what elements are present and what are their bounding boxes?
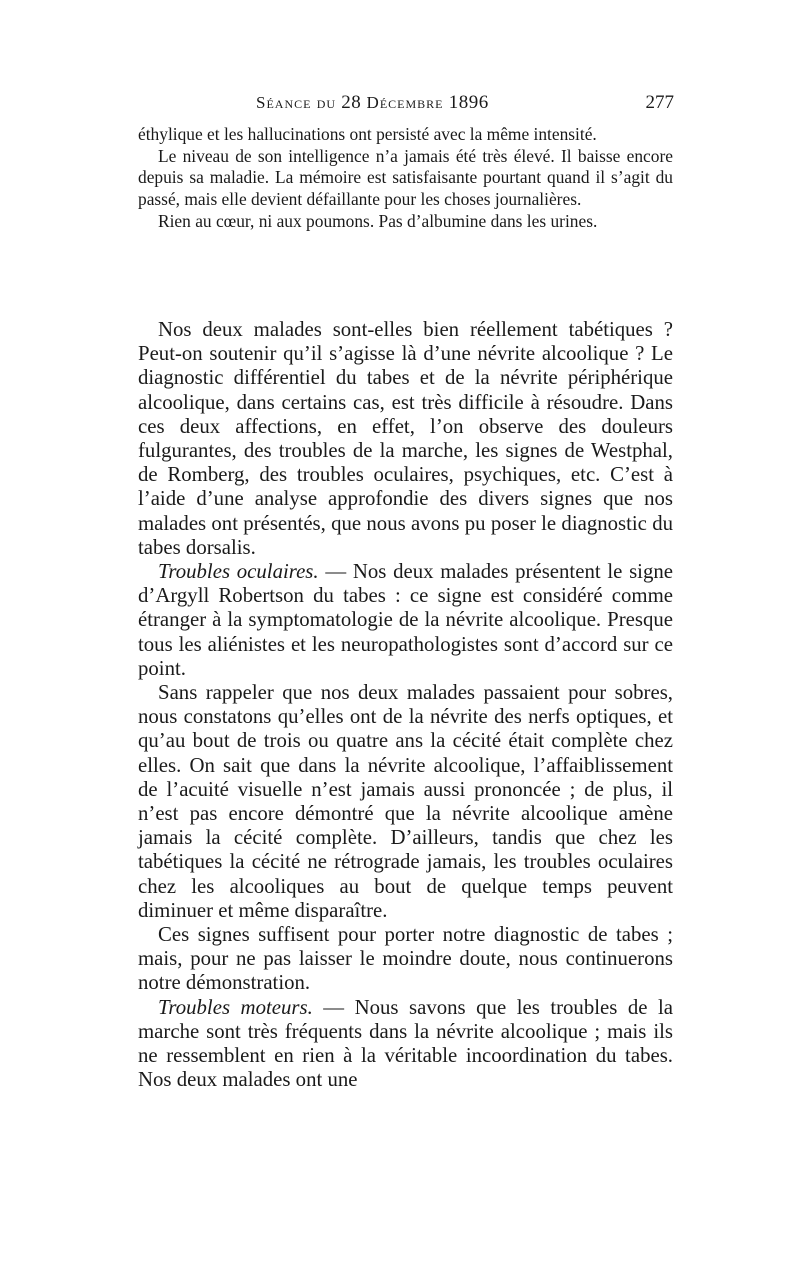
header-title-date: 28 bbox=[341, 92, 362, 113]
header-title bbox=[256, 92, 489, 114]
page-number: 277 bbox=[645, 92, 674, 113]
body-paragraph: Sans rappeler que nos deux malades passaient pour sobres, nous constatons qu’elles ont de la névrite des nerfs optiques, et qu’au bout de trois ou quatre ans la cécité était complète chez elles. On sait que dans la névrite alcoolique, l’affaiblissement de l’acuité visuelle n’est jamais aussi prononcée ; de plus, il n’est pas encore démontré que la névrite alcoolique amène jamais la cécité complète. D’ailleurs, tandis que chez les tabétiques la cécité ne rétrograde jamais, les troubles oculaires chez les alcooliques au bout de quelque temps peuvent diminuer et même disparaître. bbox=[138, 681, 673, 922]
small-paragraph: éthylique et les hallucinations ont persisté avec la même intensité. bbox=[138, 124, 597, 144]
body-paragraph-text: — Nous savons que les troubles de la marche sont très fréquents dans la névrite alcoolique ; mais ils ne ressemblent en rien à la véritable incoordination du tabes. Nos deux malades ont une bbox=[138, 995, 673, 1092]
body-paragraph bbox=[138, 560, 673, 681]
body-paragraph-text: — Nos deux malades présentent le signe d’Argyll Robertson du tabes : ce signe est considéré comme étranger à la symptomatologie de la névrite alcoolique. Presque tous les aliénistes et les neuropathologistes sont d’accord sur ce point. bbox=[138, 560, 673, 680]
body-paragraph: Ces signes suffisent pour porter notre diagnostic de tabes ; mais, pour ne pas laisser le moindre doute, nous continuerons notre démonstration. bbox=[138, 923, 673, 995]
section-title-oculaires: Troubles oculaires. bbox=[158, 560, 319, 584]
body-paragraph bbox=[138, 996, 673, 1093]
small-paragraph: Rien au cœur, ni aux poumons. Pas d’albumine dans les urines. bbox=[158, 210, 598, 231]
body-text-block bbox=[138, 318, 673, 1093]
header-title-year: 1896 bbox=[448, 92, 489, 113]
small-text-block bbox=[138, 124, 673, 233]
section-title-moteurs: Troubles moteurs. bbox=[158, 995, 313, 1019]
running-header bbox=[138, 92, 674, 118]
header-title-month: Décembre bbox=[366, 93, 444, 112]
header-title-prefix: Séance du bbox=[256, 93, 337, 112]
small-paragraph: Le niveau de son intelligence n’a jamais été très élevé. Il baisse encore depuis sa maladie. La mémoire est satisfaisante pourtant quand il s’agit du passé, mais elle devient défaillante pour les choses journalières. bbox=[138, 145, 673, 210]
body-paragraph: Nos deux malades sont-elles bien réellement tabétiques ? Peut-on soutenir qu’il s’agisse là d’une névrite alcoolique ? Le diagnostic différentiel du tabes et de la névrite périphérique alcoolique, dans certains cas, est très difficile à résoudre. Dans ces deux affections, en effet, l’on observe des douleurs fulgurantes, des troubles de la marche, les signes de Westphal, de Romberg, des troubles oculaires, psychiques, etc. C’est à l’aide d’une analyse approfondie des divers signes que nos malades ont présentés, que nous avons pu poser le diagnostic du tabes dorsalis. bbox=[138, 318, 673, 559]
